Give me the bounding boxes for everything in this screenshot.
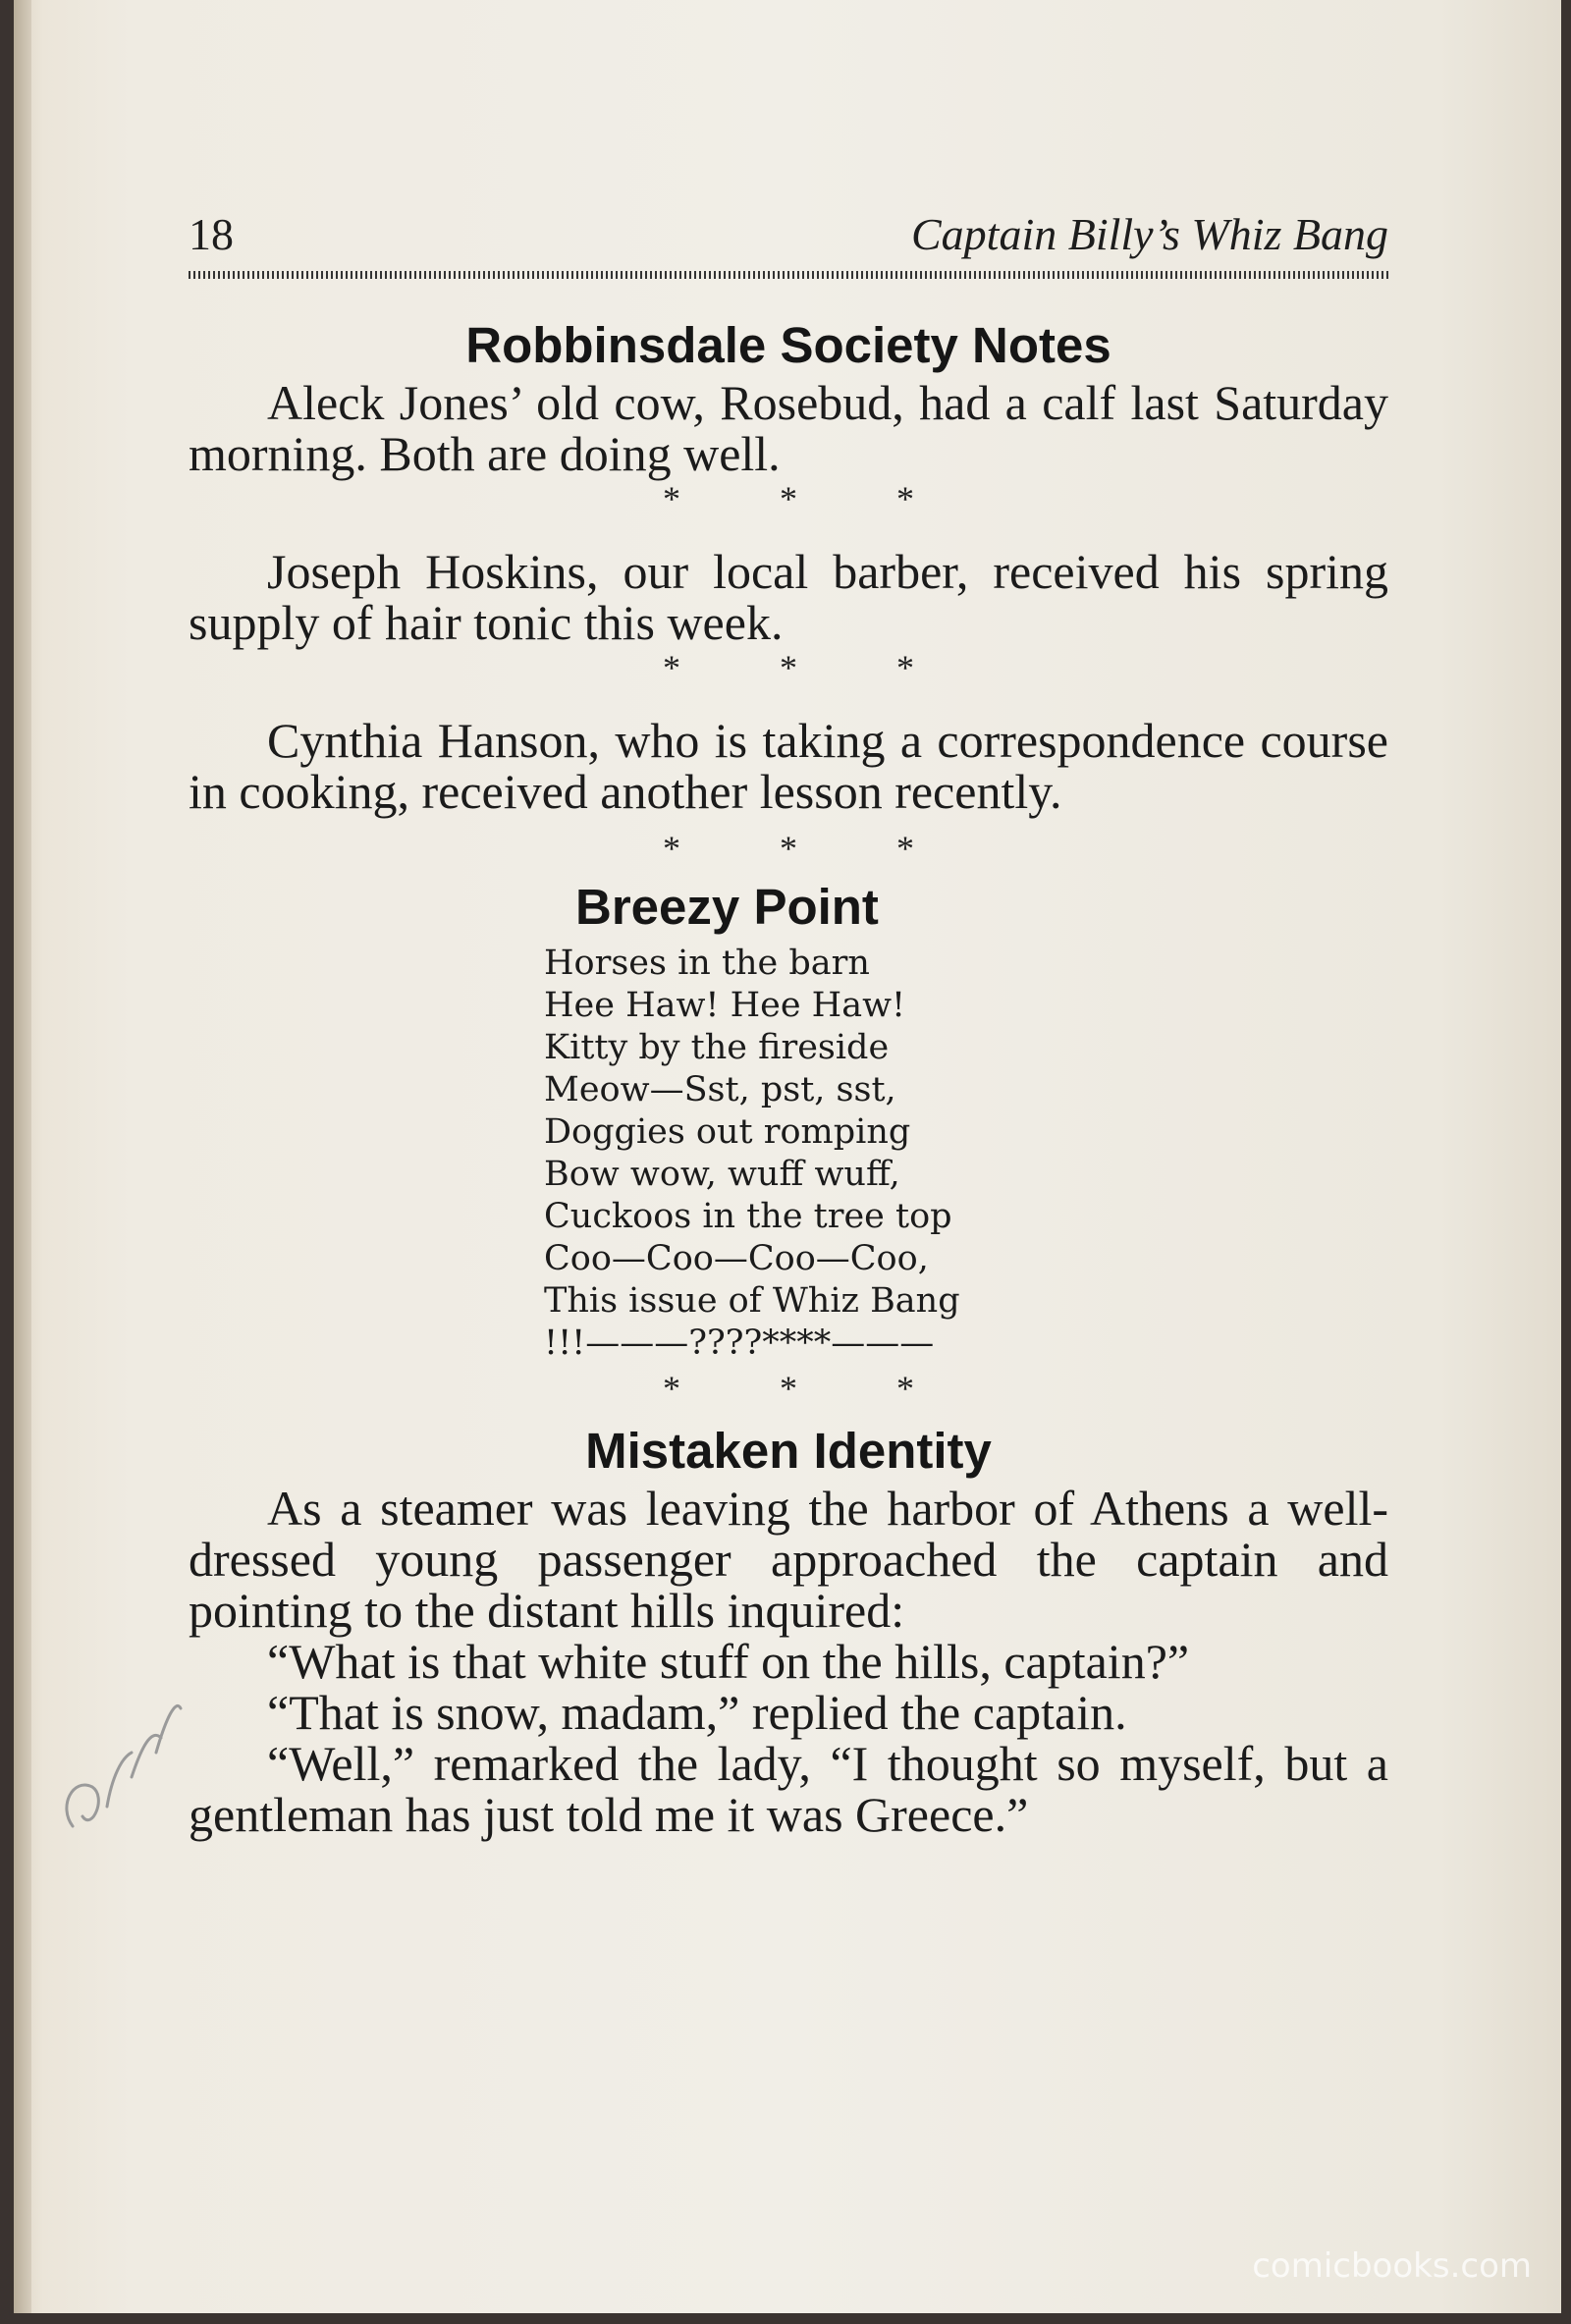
society-note-3: Cynthia Hanson, who is taking a correspondence course in cooking, received another lesson recently. [189, 713, 1388, 819]
section-title-mistaken-identity: Mistaken Identity [585, 1423, 992, 1479]
society-note-2: Joseph Hoskins, our local barber, received his spring supply of hair tonic this week. [189, 544, 1388, 650]
poem-line: Meow—Sst, pst, sst, [544, 1070, 896, 1109]
page-binding-edge [14, 0, 31, 2313]
separator-stars: * * * [663, 829, 959, 868]
separator-stars: * * * [663, 479, 959, 518]
poem-line: Bow wow, wuff wuff, [544, 1155, 900, 1194]
poem-breezy-point [544, 876, 1055, 1365]
section-title-society-notes: Robbinsdale Society Notes [465, 317, 1111, 373]
page-number: 18 [189, 209, 234, 259]
watermark-text: comicbooks.com [1252, 2246, 1532, 2286]
header-rule [189, 271, 1388, 279]
poem-line: Kitty by the fireside [544, 1028, 890, 1067]
separator-stars: * * * [663, 648, 959, 687]
society-note-1: Aleck Jones’ old cow, Rosebud, had a calf last Saturday morning. Both are doing well. [189, 375, 1388, 481]
running-title: Captain Billy’s Whiz Bang [911, 209, 1388, 259]
poem-line: Horses in the barn [544, 944, 870, 983]
story-paragraph: “What is that white stuff on the hills, captain?” [267, 1634, 1190, 1689]
section-title-breezy-point: Breezy Point [575, 879, 879, 935]
poem-line: Coo—Coo—Coo—Coo, [544, 1239, 929, 1278]
poem-line: !!!———????****——— [544, 1324, 935, 1363]
separator-stars: * * * [663, 1369, 959, 1408]
story-paragraph: “Well,” remarked the lady, “I thought so myself, but a gentleman has just told me it was Greece.” [189, 1736, 1388, 1842]
story-paragraph: As a steamer was leaving the harbor of Athens a well-dressed young passenger approached the captain and pointing to the distant hills inquired: [189, 1481, 1388, 1638]
poem-line: Doggies out romping [544, 1112, 911, 1152]
pencil-annotation-icon [53, 1659, 190, 1856]
story-mistaken-identity [189, 1420, 1388, 1840]
poem-line: This issue of Whiz Bang [544, 1281, 960, 1321]
story-paragraph: “That is snow, madam,” replied the captain. [267, 1685, 1127, 1740]
magazine-page [14, 0, 1561, 2313]
page-header [189, 208, 1388, 267]
poem-line: Hee Haw! Hee Haw! [544, 986, 906, 1025]
page-body [189, 314, 1388, 1840]
poem-line: Cuckoos in the tree top [544, 1197, 952, 1236]
